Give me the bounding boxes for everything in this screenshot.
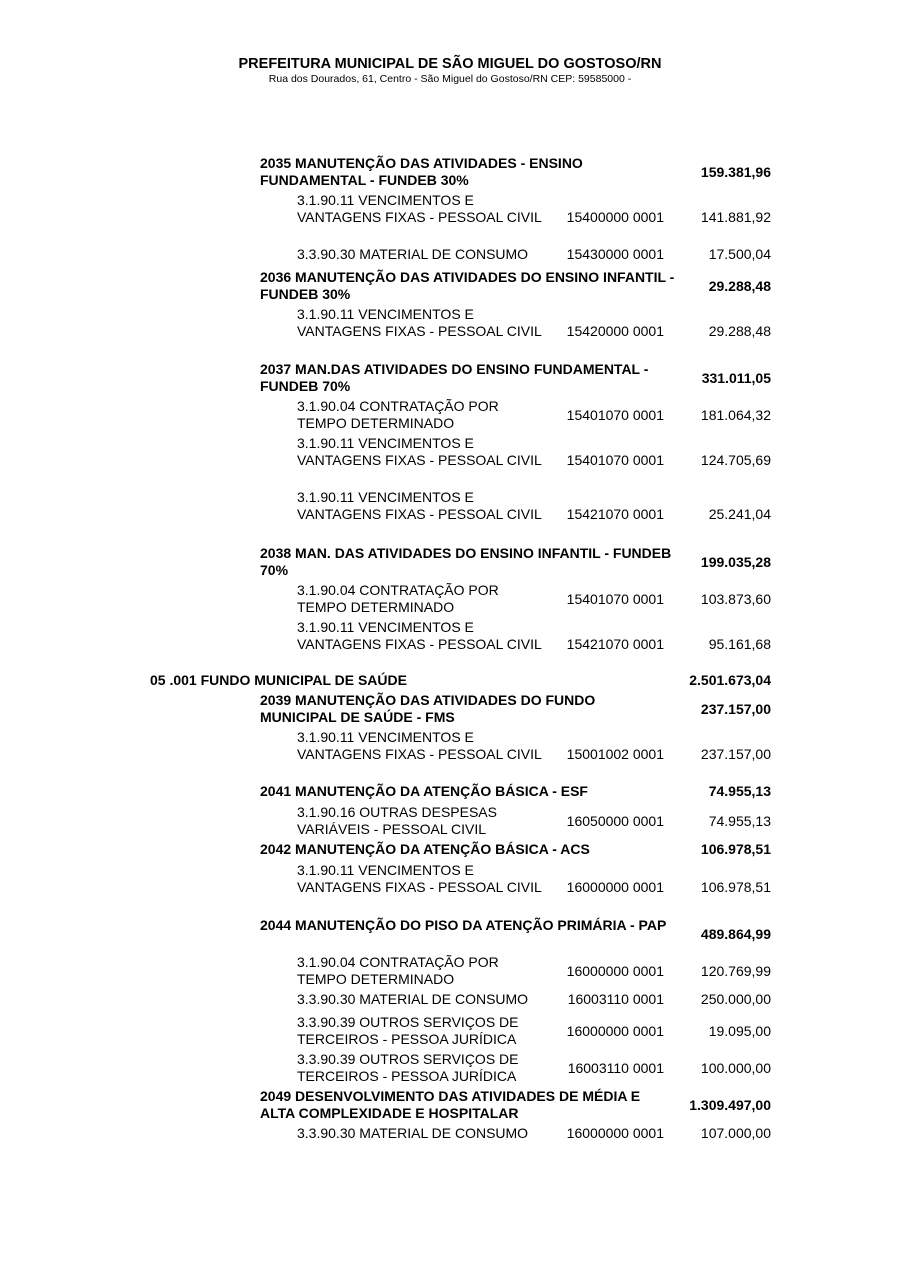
action-label: 2042 MANUTENÇÃO DA ATENÇÃO BÁSICA - ACS <box>260 841 590 857</box>
action-label: 2041 MANUTENÇÃO DA ATENÇÃO BÁSICA - ESF <box>260 783 588 799</box>
budget-action-row <box>0 1087 900 1124</box>
item-label: 3.3.90.39 OUTROS SERVIÇOS DE TERCEIROS - PESSOA JURÍDICA <box>297 1051 519 1084</box>
action-value: 489.864,99 <box>700 926 771 942</box>
budget-action-row <box>0 782 900 803</box>
action-value: 74.955,13 <box>708 783 771 799</box>
item-label: 3.1.90.11 VENCIMENTOS E VANTAGENS FIXAS - PESSOAL CIVIL <box>297 489 542 522</box>
budget-table <box>0 154 900 1145</box>
budget-item-row <box>0 953 900 990</box>
budget-item-row <box>0 1124 900 1145</box>
item-fonte: 16050000 0001 <box>566 813 664 829</box>
budget-action-row <box>0 916 900 953</box>
item-label: 3.1.90.11 VENCIMENTOS E VANTAGENS FIXAS - PESSOAL CIVIL <box>297 619 542 652</box>
item-value: 181.064,32 <box>700 407 771 423</box>
item-value: 120.769,99 <box>700 963 771 979</box>
item-value: 100.000,00 <box>700 1060 771 1076</box>
item-label: 3.1.90.11 VENCIMENTOS E VANTAGENS FIXAS - PESSOAL CIVIL <box>297 306 542 339</box>
item-value: 237.157,00 <box>700 746 771 762</box>
header-title: PREFEITURA MUNICIPAL DE SÃO MIGUEL DO GOSTOSO/RN <box>238 56 662 72</box>
item-label: 3.3.90.30 MATERIAL DE CONSUMO <box>297 1125 529 1141</box>
action-value: 237.157,00 <box>700 701 771 717</box>
item-label: 3.1.90.11 VENCIMENTOS E VANTAGENS FIXAS - PESSOAL CIVIL <box>297 862 542 895</box>
item-label: 3.3.90.30 MATERIAL DE CONSUMO <box>297 991 529 1007</box>
item-fonte: 15400000 0001 <box>566 209 664 225</box>
item-fonte: 15401070 0001 <box>566 407 664 423</box>
item-value: 106.978,51 <box>700 879 771 895</box>
unit-label: 05 .001 FUNDO MUNICIPAL DE SAÚDE <box>150 672 407 688</box>
item-label: 3.1.90.04 CONTRATAÇÃO POR TEMPO DETERMINADO <box>297 954 499 987</box>
action-value: 331.011,05 <box>701 370 771 386</box>
item-fonte: 16000000 0001 <box>566 1125 664 1141</box>
budget-item-row <box>0 581 900 618</box>
budget-action-row <box>0 268 900 305</box>
item-fonte: 15401070 0001 <box>566 591 664 607</box>
item-fonte: 15421070 0001 <box>566 506 664 522</box>
item-value: 95.161,68 <box>708 636 771 652</box>
item-label: 3.1.90.16 OUTRAS DESPESAS VARIÁVEIS - PESSOAL CIVIL <box>297 804 497 837</box>
budget-item-row <box>0 191 900 245</box>
item-value: 17.500,04 <box>708 246 771 262</box>
item-value: 19.095,00 <box>708 1023 771 1039</box>
item-fonte: 15401070 0001 <box>566 452 664 468</box>
item-fonte: 16000000 0001 <box>566 879 664 895</box>
action-value: 1.309.497,00 <box>689 1097 771 1113</box>
item-label: 3.3.90.39 OUTROS SERVIÇOS DE TERCEIROS - PESSOA JURÍDICA <box>297 1014 519 1047</box>
action-label: 2035 MANUTENÇÃO DAS ATIVIDADES - ENSINO FUNDAMENTAL - FUNDEB 30% <box>260 155 583 188</box>
item-value: 74.955,13 <box>708 813 771 829</box>
action-label: 2037 MAN.DAS ATIVIDADES DO ENSINO FUNDAMENTAL - FUNDEB 70% <box>260 361 649 394</box>
item-label: 3.1.90.04 CONTRATAÇÃO POR TEMPO DETERMINADO <box>297 398 499 431</box>
action-value: 29.288,48 <box>708 278 771 294</box>
budget-item-row <box>0 397 900 434</box>
action-label: 2039 MANUTENÇÃO DAS ATIVIDADES DO FUNDO MUNICIPAL DE SAÚDE - FMS <box>260 692 596 725</box>
item-fonte: 15001002 0001 <box>566 746 664 762</box>
unit-value: 2.501.673,04 <box>689 672 771 688</box>
budget-unit-row <box>0 672 900 691</box>
budget-item-row <box>0 861 900 916</box>
action-value: 159.381,96 <box>700 164 771 180</box>
budget-item-row <box>0 1013 900 1050</box>
budget-item-row <box>0 488 900 544</box>
item-label: 3.3.90.30 MATERIAL DE CONSUMO <box>297 246 529 262</box>
budget-item-row <box>0 618 900 672</box>
item-label: 3.1.90.11 VENCIMENTOS E VANTAGENS FIXAS - PESSOAL CIVIL <box>297 192 542 225</box>
item-fonte: 16000000 0001 <box>566 963 664 979</box>
budget-item-row <box>0 990 900 1013</box>
budget-action-row <box>0 360 900 397</box>
document-header <box>0 55 900 86</box>
item-value: 107.000,00 <box>700 1125 771 1141</box>
item-label: 3.1.90.04 CONTRATAÇÃO POR TEMPO DETERMINADO <box>297 582 499 615</box>
action-label: 2044 MANUTENÇÃO DO PISO DA ATENÇÃO PRIMÁRIA - PAP <box>260 917 667 933</box>
action-value: 106.978,51 <box>700 841 771 857</box>
budget-item-row <box>0 728 900 782</box>
item-value: 124.705,69 <box>700 452 771 468</box>
item-fonte: 15430000 0001 <box>566 246 664 262</box>
item-label: 3.1.90.11 VENCIMENTOS E VANTAGENS FIXAS - PESSOAL CIVIL <box>297 729 542 762</box>
item-value: 141.881,92 <box>700 209 771 225</box>
item-fonte: 15421070 0001 <box>566 636 664 652</box>
item-value: 103.873,60 <box>700 591 771 607</box>
item-fonte: 15420000 0001 <box>566 323 664 339</box>
budget-item-row <box>0 434 900 488</box>
action-label: 2049 DESENVOLVIMENTO DAS ATIVIDADES DE MÉDIA E ALTA COMPLEXIDADE E HOSPITALAR <box>260 1088 641 1121</box>
item-fonte: 16003110 0001 <box>567 991 664 1007</box>
item-value: 250.000,00 <box>700 991 771 1007</box>
budget-action-row <box>0 544 900 581</box>
action-label: 2038 MAN. DAS ATIVIDADES DO ENSINO INFANTIL - FUNDEB 70% <box>260 545 672 578</box>
action-value: 199.035,28 <box>700 554 771 570</box>
item-fonte: 16003110 0001 <box>567 1060 664 1076</box>
header-address: Rua dos Dourados, 61, Centro - São Miguel do Gostoso/RN CEP: 59585000 - <box>268 73 632 85</box>
item-value: 29.288,48 <box>708 323 771 339</box>
item-label: 3.1.90.11 VENCIMENTOS E VANTAGENS FIXAS - PESSOAL CIVIL <box>297 435 542 468</box>
action-label: 2036 MANUTENÇÃO DAS ATIVIDADES DO ENSINO INFANTIL - FUNDEB 30% <box>260 269 675 302</box>
budget-action-row <box>0 840 900 861</box>
budget-action-row <box>0 154 900 191</box>
budget-item-row <box>0 245 900 268</box>
budget-item-row <box>0 803 900 840</box>
budget-action-row <box>0 691 900 728</box>
budget-item-row <box>0 305 900 360</box>
item-fonte: 16000000 0001 <box>566 1023 664 1039</box>
budget-item-row <box>0 1050 900 1087</box>
item-value: 25.241,04 <box>708 506 771 522</box>
